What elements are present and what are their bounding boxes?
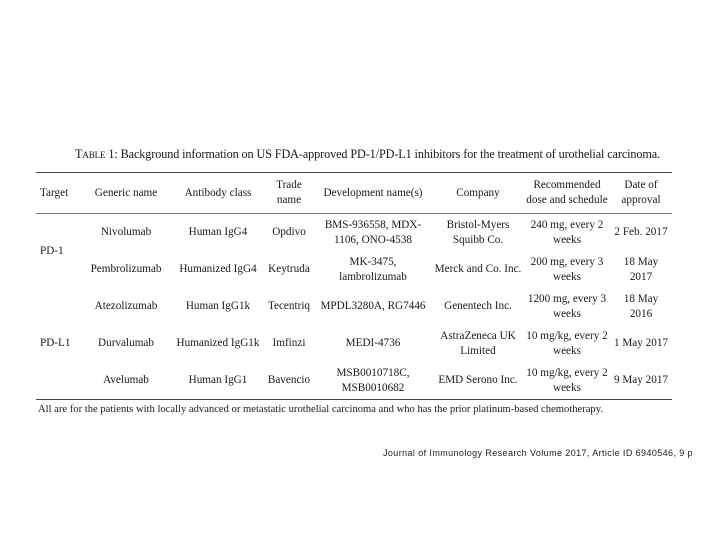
table-row	[36, 214, 672, 252]
trade-name-cell: Opdivo	[272, 226, 306, 238]
approval-date-cell: 1 May 2017	[613, 337, 669, 349]
trade-name-cell: Imfinzi	[272, 337, 306, 349]
caption-text: Background information on US FDA-approved PD-1/PD-L1 inhibitors for the treatment of urothelial carcinoma.	[120, 147, 661, 161]
antibody-class-cell: Humanized IgG1k	[176, 337, 260, 349]
header-antibody-class: Antibody class	[184, 186, 252, 199]
approval-date-cell: 9 May 2017	[613, 374, 669, 386]
header-trade-name: Trade name	[276, 179, 302, 206]
company-cell: EMD Serono Inc.	[438, 374, 518, 386]
source-citation: Journal of Immunology Research Volume 2017, Article ID 6940546, 9 p	[383, 448, 693, 458]
dose-cell: 240 mg, every 2 weeks	[530, 218, 604, 246]
table-row	[36, 288, 672, 325]
dose-cell: 10 mg/kg, every 2 weeks	[526, 366, 608, 394]
company-cell: AstraZeneca UK Limited	[440, 329, 516, 357]
antibody-class-cell: Human IgG4	[188, 226, 248, 238]
development-name-cell: MEDI-4736	[345, 337, 401, 349]
company-cell: Genentech Inc.	[444, 300, 512, 312]
header-company: Company	[456, 186, 500, 199]
generic-name-cell: Nivolumab	[100, 226, 152, 238]
data-table-container	[36, 172, 672, 400]
development-name-cell: MSB0010718C, MSB0010682	[336, 366, 410, 394]
header-generic-name: Generic name	[94, 186, 158, 199]
approval-date-cell: 18 May 2017	[623, 255, 659, 283]
generic-name-cell: Atezolizumab	[94, 300, 158, 312]
table-header-row	[36, 173, 672, 214]
generic-name-cell: Durvalumab	[98, 337, 154, 349]
table-row	[36, 251, 672, 288]
caption-label: Table 1:	[75, 147, 118, 161]
header-approval-date: Date of approval	[621, 179, 661, 206]
header-dose-schedule: Recommended dose and schedule	[526, 179, 608, 206]
target-cell: PD-1	[40, 244, 64, 257]
dose-cell: 1200 mg, every 3 weeks	[527, 292, 607, 320]
dose-cell: 200 mg, every 3 weeks	[530, 255, 604, 283]
table-row	[36, 362, 672, 400]
antibody-class-cell: Humanized IgG4	[179, 263, 257, 275]
trade-name-cell: Keytruda	[268, 263, 310, 275]
company-cell: Bristol-Myers Squibb Co.	[446, 218, 510, 246]
approval-date-cell: 2 Feb. 2017	[614, 226, 668, 238]
antibody-class-cell: Human IgG1	[188, 374, 248, 386]
header-development-name: Development name(s)	[323, 186, 423, 199]
generic-name-cell: Pembrolizumab	[90, 263, 162, 275]
trade-name-cell: Bavencio	[267, 374, 311, 386]
target-cell: PD-L1	[40, 337, 71, 349]
antibody-class-cell: Human IgG1k	[185, 300, 251, 312]
table-caption	[75, 147, 675, 162]
generic-name-cell: Avelumab	[103, 374, 149, 386]
dose-cell: 10 mg/kg, every 2 weeks	[526, 329, 608, 357]
table-row	[36, 325, 672, 362]
header-target: Target	[40, 186, 69, 199]
table-footnote: All are for the patients with locally advanced or metastatic urothelial carcinoma and who has the prior platinum-based chemotherapy.	[38, 404, 603, 415]
company-cell: Merck and Co. Inc.	[434, 263, 522, 275]
development-name-cell: BMS-936558, MDX-1106, ONO-4538	[324, 218, 422, 246]
approval-date-cell: 18 May 2016	[623, 292, 659, 320]
development-name-cell: MK-3475, lambrolizumab	[339, 255, 407, 283]
trade-name-cell: Tecentriq	[267, 300, 311, 312]
fda-inhibitors-table	[36, 172, 672, 400]
development-name-cell: MPDL3280A, RG7446	[320, 300, 426, 312]
